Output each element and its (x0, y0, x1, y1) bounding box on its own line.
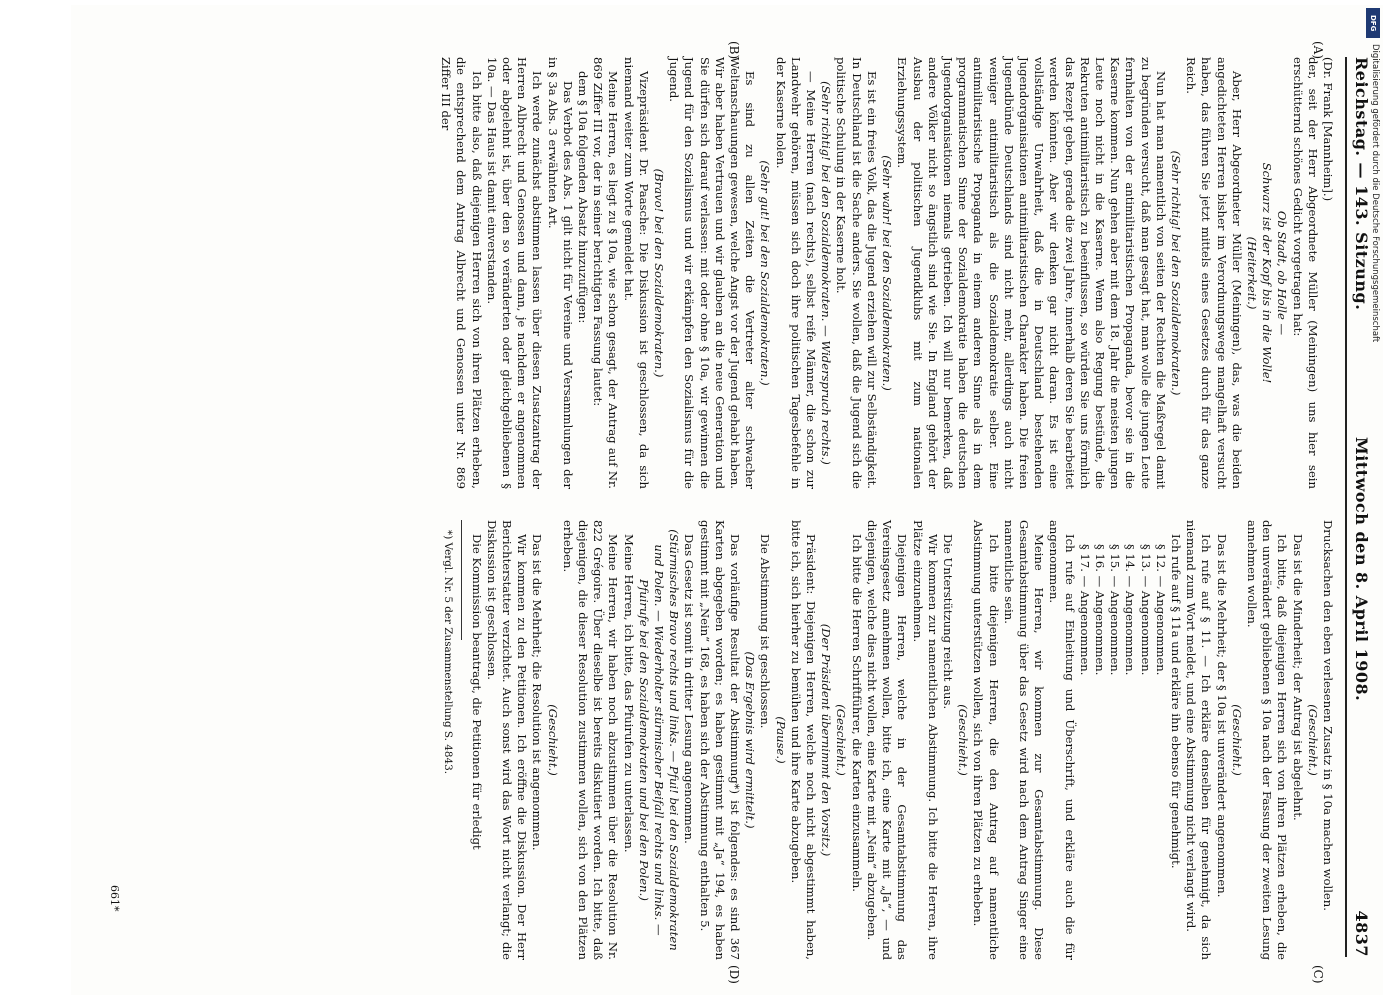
header-page-number: 4837 (1352, 910, 1371, 957)
paragraph: Meine Herren, wir kommen zur Gesamtabstimmung. Diese Gesamtabstimmung über das Gesetz wird nach dem Antrag Singer eine namentliche sein. (1001, 520, 1047, 960)
digitization-credit: Digitalisierung gefördert durch die Deutsche Forschungsgemeinschaft (1370, 44, 1380, 343)
interjection: (Geschieht.) (545, 704, 560, 776)
footnote: *) Vergl. Nr. 5 der Zusammenstellung S. 4843. (442, 530, 455, 775)
paragraph: Diejenigen Herren, welche in der Gesamtabstimmung das Vereinsgesetz annehmen wollen, bitte ich, eine Karte mit „Ja“, — und diejenigen, welche dies nicht wollen, eine Karte mit „Nein“ abzugeben. (864, 520, 910, 960)
vote-line: § 15. — Angenommen. (1108, 544, 1123, 676)
paragraph: Nun hat man namentlich von seiten der Rechten die Maßregel damit zu begründen versucht, daß man gesagt hat, man wolle die jungen Leute fernhalten von der antimilitaristischen Propaganda, bevor sie in die Kaserne kommen. Nun gehen aber mit dem 18. Jahr die meisten jungen Leute noch nicht in die Kaserne. Wenn also Regung bestünde, die Rekruten antimilitaristisch zu beeinflussen, so würden Sie uns förmlich das Rezept geben, gerade die zwei Jahre, innerhalb deren Sie bearbeitet werden könnten. Aber wir denken gar nicht daran. Es ist eine vollständige Unwahrheit, daß die in Deutschland bestehenden Jugendorganisationen antimilitaristischen Charakter haben. Die freien Jugendbünde Deutschlands sind nicht mehr, allerdings auch nicht weniger antimilitaristisch als die Sozialdemokratie selber. Eine antimilitaristische Propaganda in einem anderen Sinne als in dem programmatischen Sinne der Sozialdemokratie haben die deutschen Jugendorganisationen niemals getrieben. Ich will nur bemerken, daß andere Völker nicht so ängstlich sind wie Sie. In England gehört der Ausbau der politischen Jugendklubs mit zum nationalen Erziehungssystem. (895, 57, 1168, 489)
paragraph: Aber, Herr Abgeordneter Müller (Meiningen), das, was die beiden angedichteten Herren bisher im Verordnungswege mangelhaft versucht haben, das führen Sie jetzt mittels eines Gesetzes durch für das ganze Reich. (1184, 57, 1244, 489)
interjection: (Geschieht.) (1305, 704, 1320, 776)
paragraph: Ich rufe auf § 11. — Ich erkläre denselben für genehmigt, da sich niemand zum Wort meldet, und eine Abstimmung nicht verlangt wird. (1184, 520, 1214, 960)
vote-line: § 16. — Angenommen. (1092, 544, 1107, 676)
document-page (71, 5, 1383, 995)
paragraph: Das vorläufige Resultat der Abstimmung*) ist folgendes: es sind 367 Karten abgegeben worden; es haben gestimmt mit „Ja“ 194, es haben gestimmt mit „Nein“ 168, es haben sich der Abstimmung enthalten 5. (697, 520, 743, 960)
margin-marker-a: (A) (1311, 41, 1325, 60)
dfg-logo: DFG (1366, 8, 1380, 38)
vote-line: § 12. — Angenommen. (1153, 544, 1168, 676)
margin-marker-b: (B) (727, 41, 741, 60)
paragraph: Ich bitte, daß diejenigen Herren sich von ihren Plätzen erheben, die den unverändert gebliebenen § 10a nach der Fassung der zweiten Lesung annehmen wollen. (1244, 520, 1290, 960)
paragraph: der, seit der Herr Abgeordnete Müller (Meiningen) uns hier sein erschütternd schönes Gedicht vorgetragen hat: (1290, 57, 1320, 489)
paragraph: Meine Herren, es liegt zu § 10a, wie schon gesagt, der Antrag auf Nr. 869 Ziffer III vor, der in seiner berichtigten Fassung lautet: (591, 57, 621, 489)
speaker-note: (Dr. Frank [Mannheim].) (1321, 57, 1335, 202)
paragraph: Es sind zu allen Zeiten die Vertreter alter schwacher Weltanschauungen gewesen, welche Angst vor der Jugend gehabt haben. Wir aber haben Vertrauen und wir glauben an die neue Generation und Sie dürfen sich darauf verlassen: mit oder ohne § 10a, wir gewinnen die Jugend für den Sozialismus und wir erkämpfen den Sozialismus für die Jugend. (667, 57, 758, 489)
paragraph: Das ist die Minderheit; der Antrag ist abgelehnt. (1290, 534, 1305, 821)
header-date: Mittwoch den 8. April 1908. (1352, 437, 1371, 702)
paragraph: Ich werde zunächst abstimmen lassen über diesen Zusatzantrag der Herren Albrecht und Genossen und dann, je nachdem er angenommen oder abgelehnt ist, über den so veränderten oder gleichgebliebenen § 10a. — Das Haus ist damit einverstanden. (484, 57, 545, 489)
paragraph: Vizepräsident Dr. Paasche: Die Diskussion ist geschlossen, da sich niemand weiter zum Worte gemeldet hat. (621, 57, 651, 489)
margin-marker-d: (D) (727, 965, 741, 984)
paragraph: dem § 10a folgenden Absatz hinzuzufügen: (576, 71, 591, 324)
paragraph: Ich bitte also, daß diejenigen Herren sich von ihren Plätzen erheben, die entsprechend dem Antrag Albrecht und Genossen unter Nr. 869 Ziffer III der (439, 57, 484, 489)
interjection: (Heiterkeit.) (1244, 236, 1259, 310)
paragraph: Drucksachen den eben verlesenen Zusatz in § 10a machen wollen. (1321, 520, 1335, 911)
interjection: (Geschieht.) (1229, 704, 1244, 776)
interjection: (Sehr richtig! bei den Sozialdemokraten.) (1168, 150, 1183, 396)
right-column (440, 520, 1335, 960)
verse-line: Schwarz ist der Kopf bis in die Wolle! (1260, 162, 1275, 384)
paragraph: Die Kommission beantragt, die Petitionen für erledigt (469, 534, 484, 850)
paragraph: Präsident: Diejenigen Herren, welche noch nicht abgestimmt haben, bitte ich, sich hierher zu bemühen und ihre Karte abzugeben. (788, 520, 819, 960)
interjection: (Der Präsident übernimmt den Vorsitz.) (819, 623, 834, 857)
paragraph: Das Gesetz ist somit in dritter Lesung angenommen. (682, 534, 697, 844)
interjection: (Sehr gut! bei den Sozialdemokraten.) (758, 160, 773, 386)
interjection: (Das Ergebnis wird ermittelt.) (743, 651, 758, 829)
vote-line: § 13. — Angenommen. (1138, 544, 1153, 676)
quoted-amendment: Das Verbot des Abs. 1 gilt nicht für Vereine und Versammlungen der in § 3a Abs. 3 erwähnten Art. (545, 57, 575, 489)
interjection: (Bravo! bei den Sozialdemokraten.) (652, 168, 667, 378)
paragraph: Meine Herren, wir haben noch abzustimmen über die Resolution Nr. 822 Grégoire. Über dieselbe ist bereits diskutiert worden. Ich bitte, daß diejenigen, die dieser Resolution zustimmen wollen, sich von den Plätzen erheben. (560, 520, 621, 960)
paragraph: Meine Herren, ich bitte, das Pfuirufen zu unterlassen. (621, 534, 636, 853)
paragraph: Ich bitte diejenigen Herren, die den Antrag auf namentliche Abstimmung unterstützen wollen, sich von ihren Plätzen zu erheben. (971, 520, 1001, 960)
paragraph: Ich bitte die Herren Schriftführer, die Karten einzusammeln. (849, 534, 864, 892)
interjection: (Geschieht.) (956, 704, 971, 776)
header-left: Reichstag. — 143. Sitzung. (1352, 57, 1371, 311)
left-column (438, 57, 1335, 489)
paragraph: Das ist die Mehrheit; der § 10a ist unverändert angenommen. (1214, 534, 1229, 898)
verse-line: Ob Stadt, ob Holle — (1275, 210, 1290, 336)
paragraph: Wir kommen zur namentlichen Abstimmung. Ich bitte die Herren, ihre Plätze einzunehmen. (910, 520, 940, 960)
interjection: (Sehr richtig! bei den Sozialdemokraten. — Widerspruch rechts.) (819, 81, 834, 465)
paragraph: Es ist ein freies Volk, das die Jugend erziehen will zur Selbständigkeit. In Deutschland ist die Sache anders. Sie wollen, daß die Jugend sich die politische Schulung in der Kaserne holt. (834, 57, 879, 489)
paragraph: Ich rufe auf § 11a und erkläre ihn ebenso für genehmigt. (1168, 534, 1183, 869)
paragraph: Ich rufe auf Einleitung und Überschrift, und erkläre auch die für angenommen. (1047, 520, 1077, 960)
interjection: (Sehr wahr! bei den Sozialdemokraten.) (880, 155, 895, 391)
signature-page-number: 661* (108, 885, 121, 912)
footnote-rule (461, 520, 462, 640)
paragraph: Die Abstimmung ist geschlossen. (758, 534, 773, 729)
vote-line: § 14. — Angenommen. (1123, 544, 1138, 676)
interjection: (Stürmisches Bravo rechts und links. — Pfui! bei den Sozialdemokraten und Polen. — Wiederholter stürmischer Beifall rechts und links. — Pfuirufe bei den Sozialdemokraten und bei den Polen.) (636, 529, 682, 951)
margin-marker-c: (C) (1311, 965, 1325, 984)
digitization-sidebar (1366, 8, 1380, 988)
interjection: (Pause.) (773, 716, 788, 764)
paragraph: — Meine Herren (nach rechts), selbst reife Männer, die schon zur Landwehr gehören, müssen sich doch ihre politischen Tagesbefehle in der Kaserne holen. (773, 57, 819, 489)
vote-line: § 17. — Angenommen. (1077, 544, 1092, 676)
paragraph: Wir kommen zu den Petitionen. Ich eröffne die Diskussion. Der Herr Berichterstatter verzichtet. Auch sonst wird das Wort nicht verlangt; die Diskussion ist geschlossen. (484, 520, 530, 960)
paragraph: Das ist die Mehrheit; die Resolution ist angenommen. (530, 534, 545, 851)
paragraph: Die Unterstützung reicht aus. (940, 534, 955, 710)
interjection: (Geschieht.) (834, 704, 849, 776)
